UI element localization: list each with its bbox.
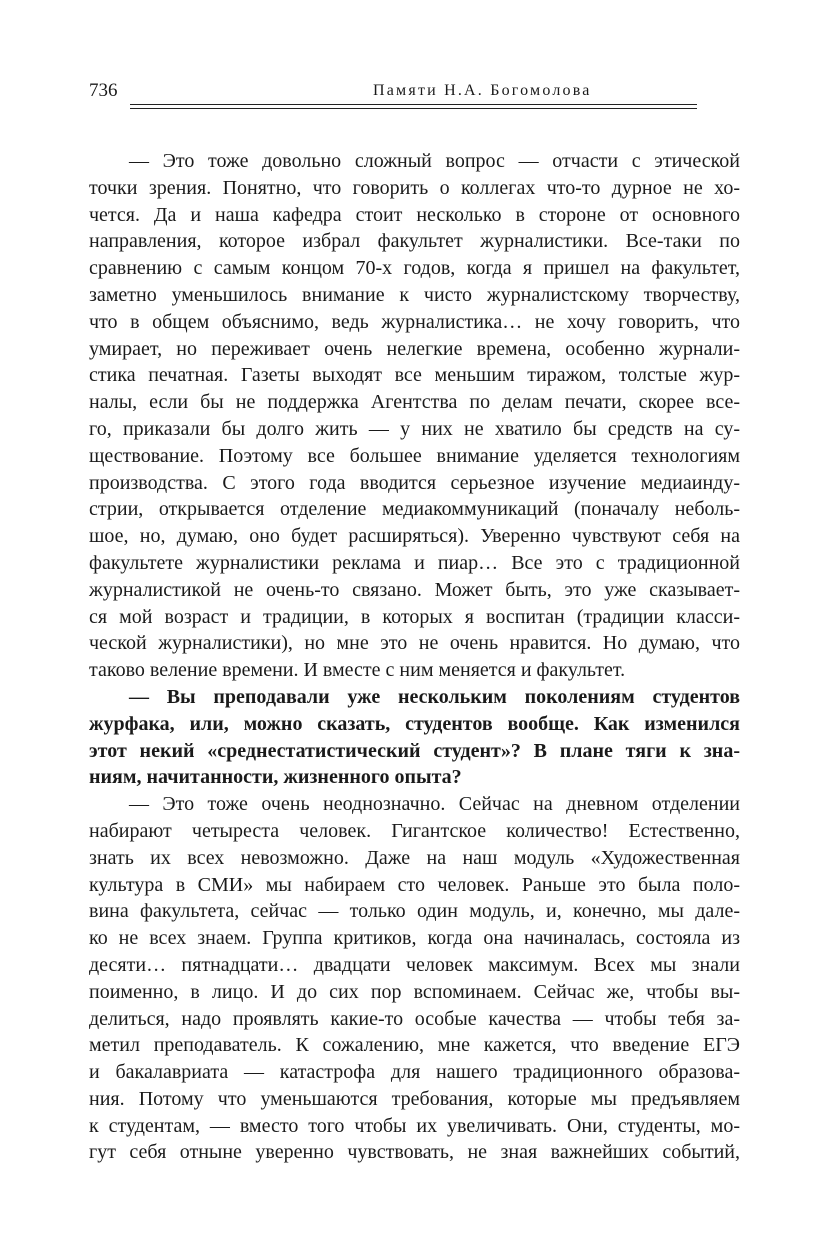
text-line: производства. С этого года вводится серьезное изучение медиаинду- (89, 471, 740, 494)
body-text (89, 148, 740, 1166)
page-header (89, 80, 697, 102)
text-line: ния. Потому что уменьшаются требования, которые мы предъявляем (89, 1087, 740, 1110)
text-line: сравнению с самым концом 70-х годов, когда я пришел на факультет, (89, 257, 740, 280)
interview-question (89, 684, 740, 791)
running-title: Памяти Н.А. Богомолова (373, 82, 592, 99)
text-line: — Вы преподавали уже нескольким поколениям студентов (129, 685, 740, 708)
text-line: набирают четыреста человек. Гигантское количество! Естественно, (89, 819, 740, 842)
text-line: ществование. Поэтому все большее внимание уделяется технологиям (89, 444, 740, 467)
text-line: ко не всех знаем. Группа критиков, когда она начиналась, состояла из (89, 927, 740, 950)
text-line: точки зрения. Понятно, что говорить о коллегах что-то дурное не хо- (89, 176, 740, 199)
text-line: шое, но, думаю, оно будет расширяться). Уверенно чувствуют себя на (89, 525, 740, 548)
text-line: — Это тоже довольно сложный вопрос — отчасти с этической (129, 150, 740, 172)
header-rule-top (130, 104, 697, 105)
text-line: ся мой возраст и традиции, в которых я воспитан (традиции класси- (89, 605, 740, 628)
text-line: таково веление времени. И вместе с ним меняется и факультет. (89, 659, 626, 682)
text-line: знать их всех невозможно. Даже на наш модуль «Художественная (89, 846, 740, 869)
page-number: 736 (89, 80, 118, 101)
text-line: чется. Да и наша кафедра стоит несколько в стороне от основного (89, 203, 740, 226)
text-line: десяти… пятнадцати… двадцати человек максимум. Всех мы знали (89, 953, 740, 976)
text-line: культура в СМИ» мы набираем сто человек. Раньше это была поло- (89, 873, 740, 896)
text-line: гут себя отныне уверенно чувствовать, не зная важнейших событий, (89, 1141, 740, 1164)
interview-answer (89, 791, 740, 1166)
header-rule-bottom (130, 108, 697, 109)
interview-answer (89, 148, 740, 684)
text-line: умирает, но переживает очень нелегкие времена, особенно журнали- (89, 337, 740, 360)
text-line: заметно уменьшилось внимание к чисто журналистскому творчеству, (89, 283, 740, 306)
text-line: поименно, в лицо. И до сих пор вспоминаем. Сейчас же, чтобы вы- (89, 980, 740, 1003)
text-line: налы, если бы не поддержка Агентства по делам печати, скорее все- (89, 391, 740, 414)
text-line: этот некий «среднестатистический студент»? В плане тяги к зна- (89, 739, 740, 762)
text-line: вина факультета, сейчас — только один модуль, и, конечно, мы дале- (89, 900, 740, 923)
text-line: метил преподаватель. К сожалению, мне кажется, что введение ЕГЭ (89, 1034, 740, 1057)
text-line: что в общем объяснимо, ведь журналистика… не хочу говорить, что (89, 310, 740, 333)
text-line: к студентам, — вместо того чтобы их увеличивать. Они, студенты, мо- (89, 1114, 740, 1137)
text-line: ческой журналистики), но мне это не очень нравится. Но думаю, что (89, 632, 740, 655)
text-line: и бакалавриата — катастрофа для нашего традиционного образова- (89, 1061, 740, 1084)
text-line: стрии, открывается отделение медиакоммуникаций (поначалу неболь- (89, 498, 740, 521)
text-line: — Это тоже очень неоднозначно. Сейчас на дневном отделении (129, 793, 740, 816)
text-line: журналистикой не очень-то связано. Может быть, это уже сказывает- (89, 578, 740, 601)
text-line: го, приказали бы долго жить — у них не хватило бы средств на су- (89, 417, 740, 440)
text-line: журфака, или, можно сказать, студентов вообще. Как изменился (89, 712, 740, 735)
text-line: направления, которое избрал факультет журналистики. Все-таки по (89, 230, 740, 253)
text-line: стика печатная. Газеты выходят все меньшим тиражом, толстые жур- (89, 364, 740, 387)
text-line: делиться, надо проявлять какие-то особые качества — чтобы тебя за- (89, 1007, 740, 1030)
text-line: факультете журналистики реклама и пиар… Все это с традиционной (89, 551, 740, 574)
text-line: ниям, начитанности, жизненного опыта? (89, 766, 462, 789)
